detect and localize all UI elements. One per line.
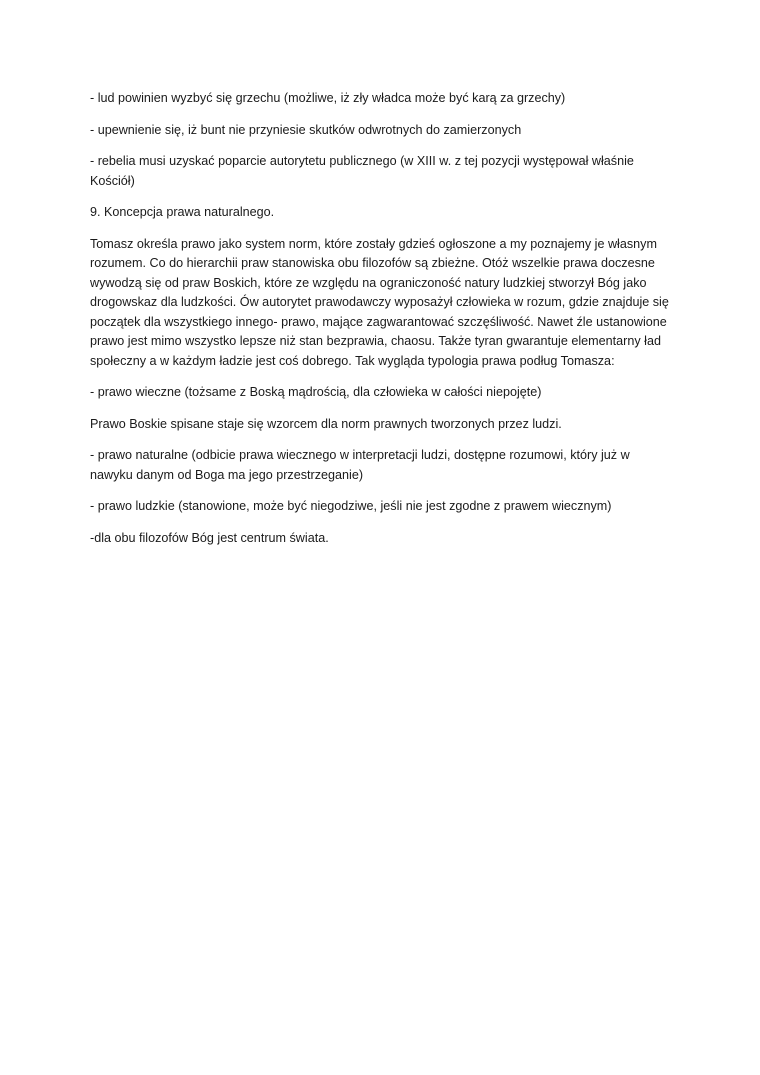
- list-item-god-center: -dla obu filozofów Bóg jest centrum świata.: [90, 530, 329, 545]
- list-item-rebellion-consequences: - upewnienie się, iż bunt nie przyniesie skutków odwrotnych do zamierzonych: [90, 122, 522, 137]
- document-body: [90, 89, 670, 560]
- section-heading: 9. Koncepcja prawa naturalnego.: [90, 205, 275, 219]
- body-paragraph: Tomasz określa prawo jako system norm, które zostały gdzieś ogłoszone a my poznajemy je własnym rozumem. Co do hierarchii praw stanowiska obu filozofów są zbieżne. Otóż wszelkie prawa doczesne wywodzą się od praw Boskich, które ze względu na ograniczoność natury ludzkiej stworzył Bóg jako drogowskaz dla ludzkości. Ów autorytet prawodawczy wyposażył człowieka w rozum, gdzie znajduje się początek dla wszystkiego innego- prawo, mające zagwarantować szczęśliwość. Nawet źle ustanowione prawo jest mimo wszystko lepsze niż stan bezprawia, chaosu. Także tyran gwarantuje elementarny ład społeczny a w każdym ładzie jest coś dobrego. Tak wygląda typologia prawa podług Tomasza:: [90, 236, 669, 368]
- body-sentence-divine-law: Prawo Boskie spisane staje się wzorcem dla norm prawnych tworzonych przez ludzi.: [90, 416, 562, 431]
- list-item-natural-law: - prawo naturalne (odbicie prawa wiecznego w interpretacji ludzi, dostępne rozumowi, który już w nawyku danym od Boga ma jego przestrzeganie): [90, 448, 630, 482]
- list-item-sin: - lud powinien wyzbyć się grzechu (możliwe, iż zły władca może być karą za grzechy): [90, 91, 566, 105]
- list-item-human-law: - prawo ludzkie (stanowione, może być niegodziwe, jeśli nie jest zgodne z prawem wiecznym): [90, 499, 612, 513]
- list-item-eternal-law: - prawo wieczne (tożsame z Boską mądrością, dla człowieka w całości niepojęte): [90, 385, 542, 399]
- list-item-public-authority: - rebelia musi uzyskać poparcie autorytetu publicznego (w XIII w. z tej pozycji występował właśnie Kościół): [90, 154, 634, 188]
